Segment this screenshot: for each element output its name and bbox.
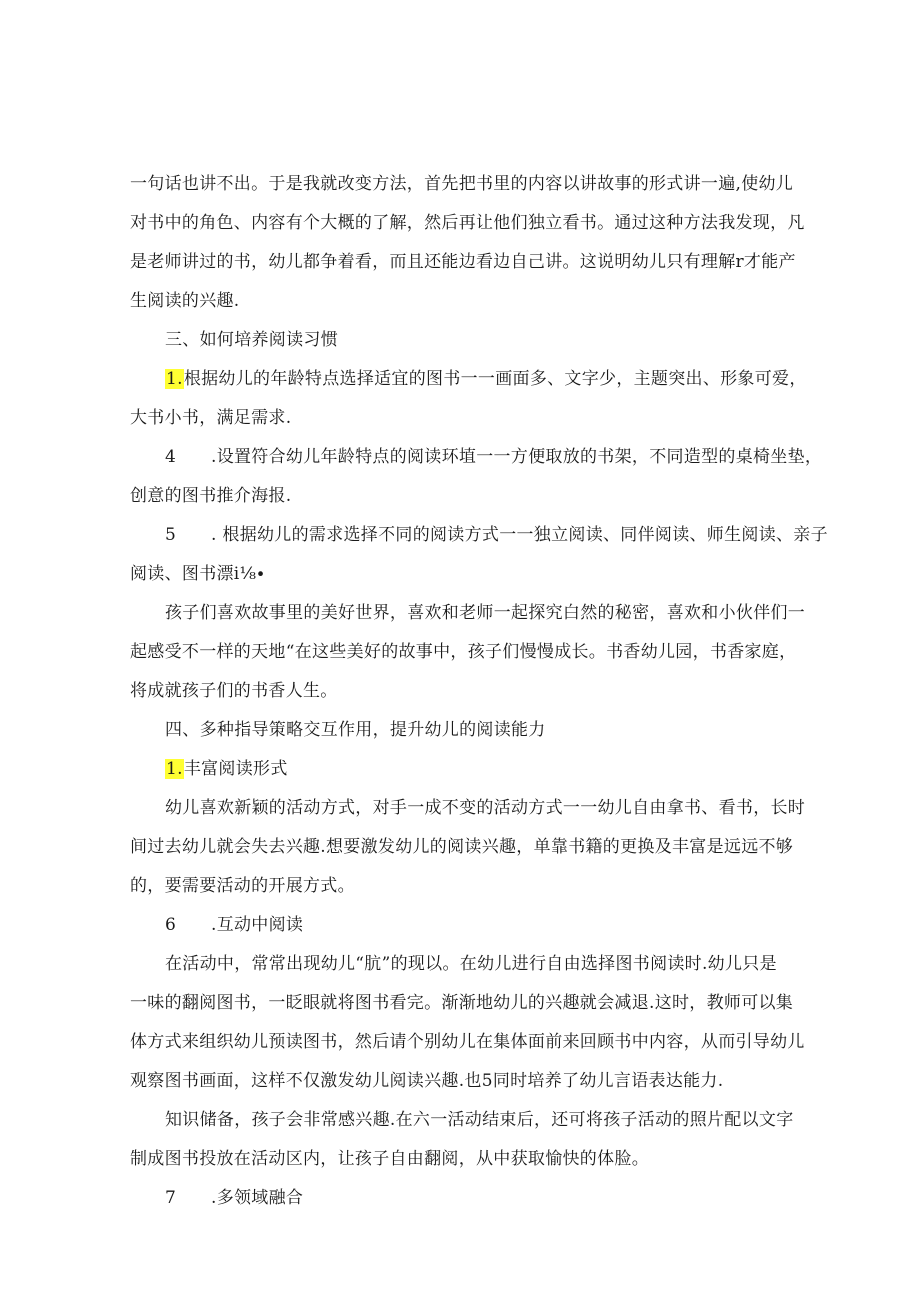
paragraph-line: 对书中的角色、内容有个大概的了解，然后再让他们独立看书。通过这种方法我发现，凡 bbox=[130, 213, 805, 233]
list-number: 5 bbox=[165, 525, 177, 545]
list-item-text: .多领域融合 bbox=[211, 1188, 304, 1208]
paragraph-line: 一味的翻阅图书，一眨眼就将图书看完。渐渐地幼儿的兴趣就会减退.这时，教师可以集 bbox=[130, 993, 794, 1013]
paragraph-line: 是老师讲过的书，幼儿都争着看，而且还能边看边自己讲。这说明幼儿只有理解r才能产 bbox=[130, 252, 796, 272]
highlight-marker: 1. bbox=[166, 759, 183, 779]
paragraph-line: 的，要需要活动的开展方式。 bbox=[130, 876, 355, 896]
list-item-4 bbox=[165, 445, 823, 469]
list-item-text: 根据幼儿的年龄特点选择适宜的图书一一画面多、文字少，主题突出、形象可爱， bbox=[183, 369, 807, 389]
section-heading-3: 三、如何培养阅读习惯 bbox=[165, 330, 338, 350]
paragraph-line: 制成图书投放在活动区内，让孩子自由翻阅，从中获取愉快的体脸。 bbox=[130, 1149, 649, 1169]
paragraph-line: 将成就孩子们的书香人生。 bbox=[130, 681, 338, 701]
highlight-marker: 1. bbox=[166, 369, 183, 389]
paragraph-line: 大书小书，满足需求. bbox=[130, 408, 292, 428]
list-item-7 bbox=[165, 1186, 805, 1210]
list-item-text: . 根据幼儿的需求选择不同的阅读方式一一独立阅读、同伴阅读、师生阅读、亲子 bbox=[211, 525, 828, 545]
paragraph-line: 知识储备，孩子会非常感兴趣.在六一活动结束后，还可将孩子活动的照片配以文字 bbox=[165, 1110, 794, 1130]
list-item-1b bbox=[165, 757, 805, 781]
list-number: 6 bbox=[165, 915, 177, 935]
paragraph-line: 生阅读的兴趣. bbox=[130, 291, 240, 311]
list-number: 7 bbox=[165, 1188, 177, 1208]
list-item-text: .互动中阅读 bbox=[211, 915, 304, 935]
list-item-5 bbox=[165, 523, 828, 547]
paragraph-line: 创意的图书推介海报. bbox=[130, 486, 292, 506]
paragraph-line: 一句话也讲不出。于是我就改变方法，首先把书里的内容以讲故事的形式讲一遍,使幼儿 bbox=[130, 174, 794, 194]
section-heading-4: 四、多种指导策略交互作用，提升幼儿的阅读能力 bbox=[165, 720, 546, 740]
list-item-6 bbox=[165, 913, 805, 937]
list-item-1 bbox=[165, 367, 805, 391]
paragraph-line: 体方式来组织幼儿预读图书，然后请个别幼儿在集体面前来回顾书中内容，从而引导幼儿 bbox=[130, 1032, 805, 1052]
paragraph-line: 在活动中，常常出现幼儿“肮”的现以。在幼儿进行自由选择图书阅读时.幼儿只是 bbox=[165, 954, 777, 974]
paragraph-line: 间过去幼儿就会失去兴趣.想要激发幼儿的阅读兴趣，单靠书籍的更换及丰富是远远不够 bbox=[130, 837, 794, 857]
paragraph-line: 起感受不一样的天地“在这些美好的故事中，孩子们慢慢成长。书香幼儿园，书香家庭， bbox=[130, 642, 797, 662]
list-item-text: .设置符合幼儿年龄特点的阅读环埴一一方便取放的书架，不同造型的桌椅坐垫， bbox=[211, 447, 823, 467]
paragraph-line: 观察图书画面，这样不仅激发幼儿阅读兴趣.也5同时培养了幼儿言语表达能力. bbox=[130, 1071, 724, 1091]
paragraph-line: 孩子们喜欢故事里的美好世界，喜欢和老师一起探究白然的秘密，喜欢和小伙伴们一 bbox=[165, 603, 806, 623]
paragraph-line: 幼儿喜欢新颖的活动方式，对手一成不变的活动方式一一幼儿自由拿书、看书，长时 bbox=[165, 798, 806, 818]
paragraph-line: 阅读、图书漂i⅛∙ bbox=[130, 564, 265, 584]
list-item-text: 丰富阅读形式 bbox=[183, 759, 288, 779]
list-number: 4 bbox=[165, 447, 177, 467]
